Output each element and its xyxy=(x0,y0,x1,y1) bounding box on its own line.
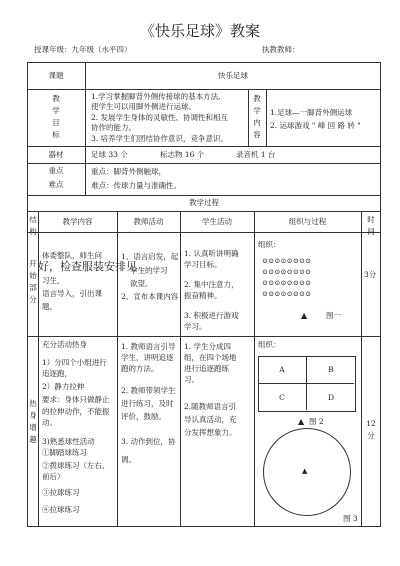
section1-time: 3分 xyxy=(364,270,377,279)
section1-label: 开始部分 xyxy=(29,259,37,304)
student-line: 学习。 xyxy=(184,322,207,331)
content-line: 追逐跑， xyxy=(42,369,72,378)
goal-item: 使学生可以用脚外侧进行运球。 xyxy=(91,102,196,111)
content-label: 教学内容 xyxy=(253,94,261,139)
equipment-item: 足球 33 个 xyxy=(91,150,128,159)
content-line: 3)熟悉球性活动 xyxy=(42,437,95,446)
goals-label: 教学目标 xyxy=(52,94,60,139)
goal-item: 1.学习掌握脚背外侧传接球的基本方法, xyxy=(91,92,221,101)
teacher-label: 执教教师： xyxy=(262,45,300,54)
teacher-marker-icon: ▲ xyxy=(301,311,308,320)
section2-time: 12分 xyxy=(366,419,376,440)
student-line: 进行追逐跑练 xyxy=(184,364,229,373)
student-line: 2.随教师语言引 xyxy=(184,402,237,411)
teacher-line: 调。 xyxy=(121,455,136,464)
teacher-line: 跑的方法。 xyxy=(121,364,159,373)
difficulty-label: 难点 xyxy=(48,180,64,189)
student-line: 导认真活动，充 xyxy=(184,415,237,424)
teacher-line: 评价，鼓励。 xyxy=(121,412,166,421)
teacher-line: 3. 动作到位，协 xyxy=(121,437,176,446)
figure-caption: 图 2 xyxy=(309,417,324,426)
equipment-label: 器材 xyxy=(48,150,64,159)
content-line: 前后） xyxy=(42,472,65,481)
org-label: 组织： xyxy=(258,340,281,349)
org-label: 组织： xyxy=(258,240,281,249)
equipment-item: 录音机 1 台 xyxy=(236,150,276,159)
header-organization: 组织与过程 xyxy=(288,217,327,226)
content-line: 要求：身体只做静止 xyxy=(42,395,110,404)
teacher-line: 2. 教师带领学生 xyxy=(121,386,176,395)
page-title: 《快乐足球》教案 xyxy=(139,22,260,40)
goal-item: 3. 培养学生们团结协作意识，竞争意识。 xyxy=(91,134,229,143)
student-line: 组，在四个场地 xyxy=(184,353,237,362)
student-line: 分发挥想象力。 xyxy=(184,428,237,437)
quadrant-label: D xyxy=(327,393,334,402)
content-item: 1.足球—一脚背外侧运球 xyxy=(270,108,353,117)
content-line: 习生， xyxy=(42,276,65,285)
grade-label: 授课年级：九年级（水平四） xyxy=(34,45,132,54)
content-item: 2. 运球游戏 " 峰 回 路 转 " xyxy=(270,121,361,130)
header-structure: 结构 xyxy=(29,215,37,236)
teacher-line: 1. 教师语言引导 xyxy=(121,342,176,351)
teacher-line: 欲望。 xyxy=(130,279,153,288)
formation-row: ⊙⊙⊙⊙⊙⊙⊙⊙ xyxy=(262,257,312,265)
teacher-line: 1、语言启发，起 xyxy=(121,252,179,261)
header-teacher: 教师活动 xyxy=(133,217,164,226)
content-line: ④拉球练习 xyxy=(42,505,80,514)
student-line: 学习目标。 xyxy=(184,260,222,269)
teacher-marker-icon: ▲ xyxy=(302,467,308,475)
content-line: 题。 xyxy=(42,302,57,311)
student-line: 振奋精神。 xyxy=(184,291,222,300)
quadrant-label: C xyxy=(279,393,285,402)
teacher-line: 2、宣布本课内容 xyxy=(121,292,179,301)
topic-value: 快乐足球 xyxy=(218,71,248,80)
equipment-item: 标志物 16 个 xyxy=(160,150,205,159)
student-line: 1. 认真听讲明确 xyxy=(184,249,239,258)
keypoint-text: 重点：脚背外侧触球， xyxy=(91,167,166,176)
header-time: 时间 xyxy=(367,215,375,236)
content-line: 2）静力拉伸 xyxy=(42,382,85,391)
section2-label: 热身增趣 xyxy=(29,399,37,444)
student-line: 1. 学生分成四 xyxy=(184,342,232,351)
formation-row: ⊙⊙⊙⊙⊙⊙⊙⊙ xyxy=(262,290,312,298)
content-line: 体委整队，师生问 xyxy=(42,251,102,260)
teacher-marker-icon: ▲ xyxy=(298,417,305,426)
content-line: 的拉伸动作，不能振 xyxy=(42,407,110,416)
content-line: 语言导入，引出课 xyxy=(42,289,102,298)
goal-item: 2. 发展学生身体的灵敏性、协调性和相互 xyxy=(91,113,229,122)
quadrant-label: B xyxy=(328,365,334,374)
figure-caption: 图 3 xyxy=(343,514,358,523)
student-line: 2. 集中注意力， xyxy=(184,280,239,289)
formation-row: ⊙⊙⊙⊙⊙⊙⊙⊙ xyxy=(262,268,312,276)
teacher-line: 进行练习，及时 xyxy=(121,399,174,408)
content-line: 好，检查服装安排见 xyxy=(38,260,137,273)
figure-caption: 图一 xyxy=(326,311,341,320)
student-line: 3. 积极进行游戏 xyxy=(184,311,239,320)
content-line: ①脚踏球练习 xyxy=(42,448,87,457)
teacher-line: 学生，讲明追逐 xyxy=(121,353,174,362)
header-student: 学生活动 xyxy=(202,217,232,226)
content-line: 1）分四个小组进行 xyxy=(42,358,107,367)
goal-item: 协作的能力。 xyxy=(91,123,136,132)
header-content: 教学内容 xyxy=(62,217,93,226)
topic-label: 课题 xyxy=(48,71,64,80)
content-line: ③拉球练习 xyxy=(42,488,80,497)
content-line: ②拨球练习（左右、 xyxy=(42,461,110,470)
teacher-line: 学生的学习 xyxy=(130,266,168,275)
content-line: 充分活动热身 xyxy=(42,340,87,349)
difficulty-text: 难点：传球力量与准确性。 xyxy=(91,181,181,190)
content-line: 动。 xyxy=(42,418,57,427)
student-line: 习。 xyxy=(184,375,199,384)
keypoint-label: 重点 xyxy=(48,166,64,175)
process-title: 教学过程 xyxy=(189,198,219,207)
quadrant-label: A xyxy=(279,365,285,374)
formation-row: ⊙⊙⊙⊙⊙⊙⊙⊙ xyxy=(262,279,312,287)
